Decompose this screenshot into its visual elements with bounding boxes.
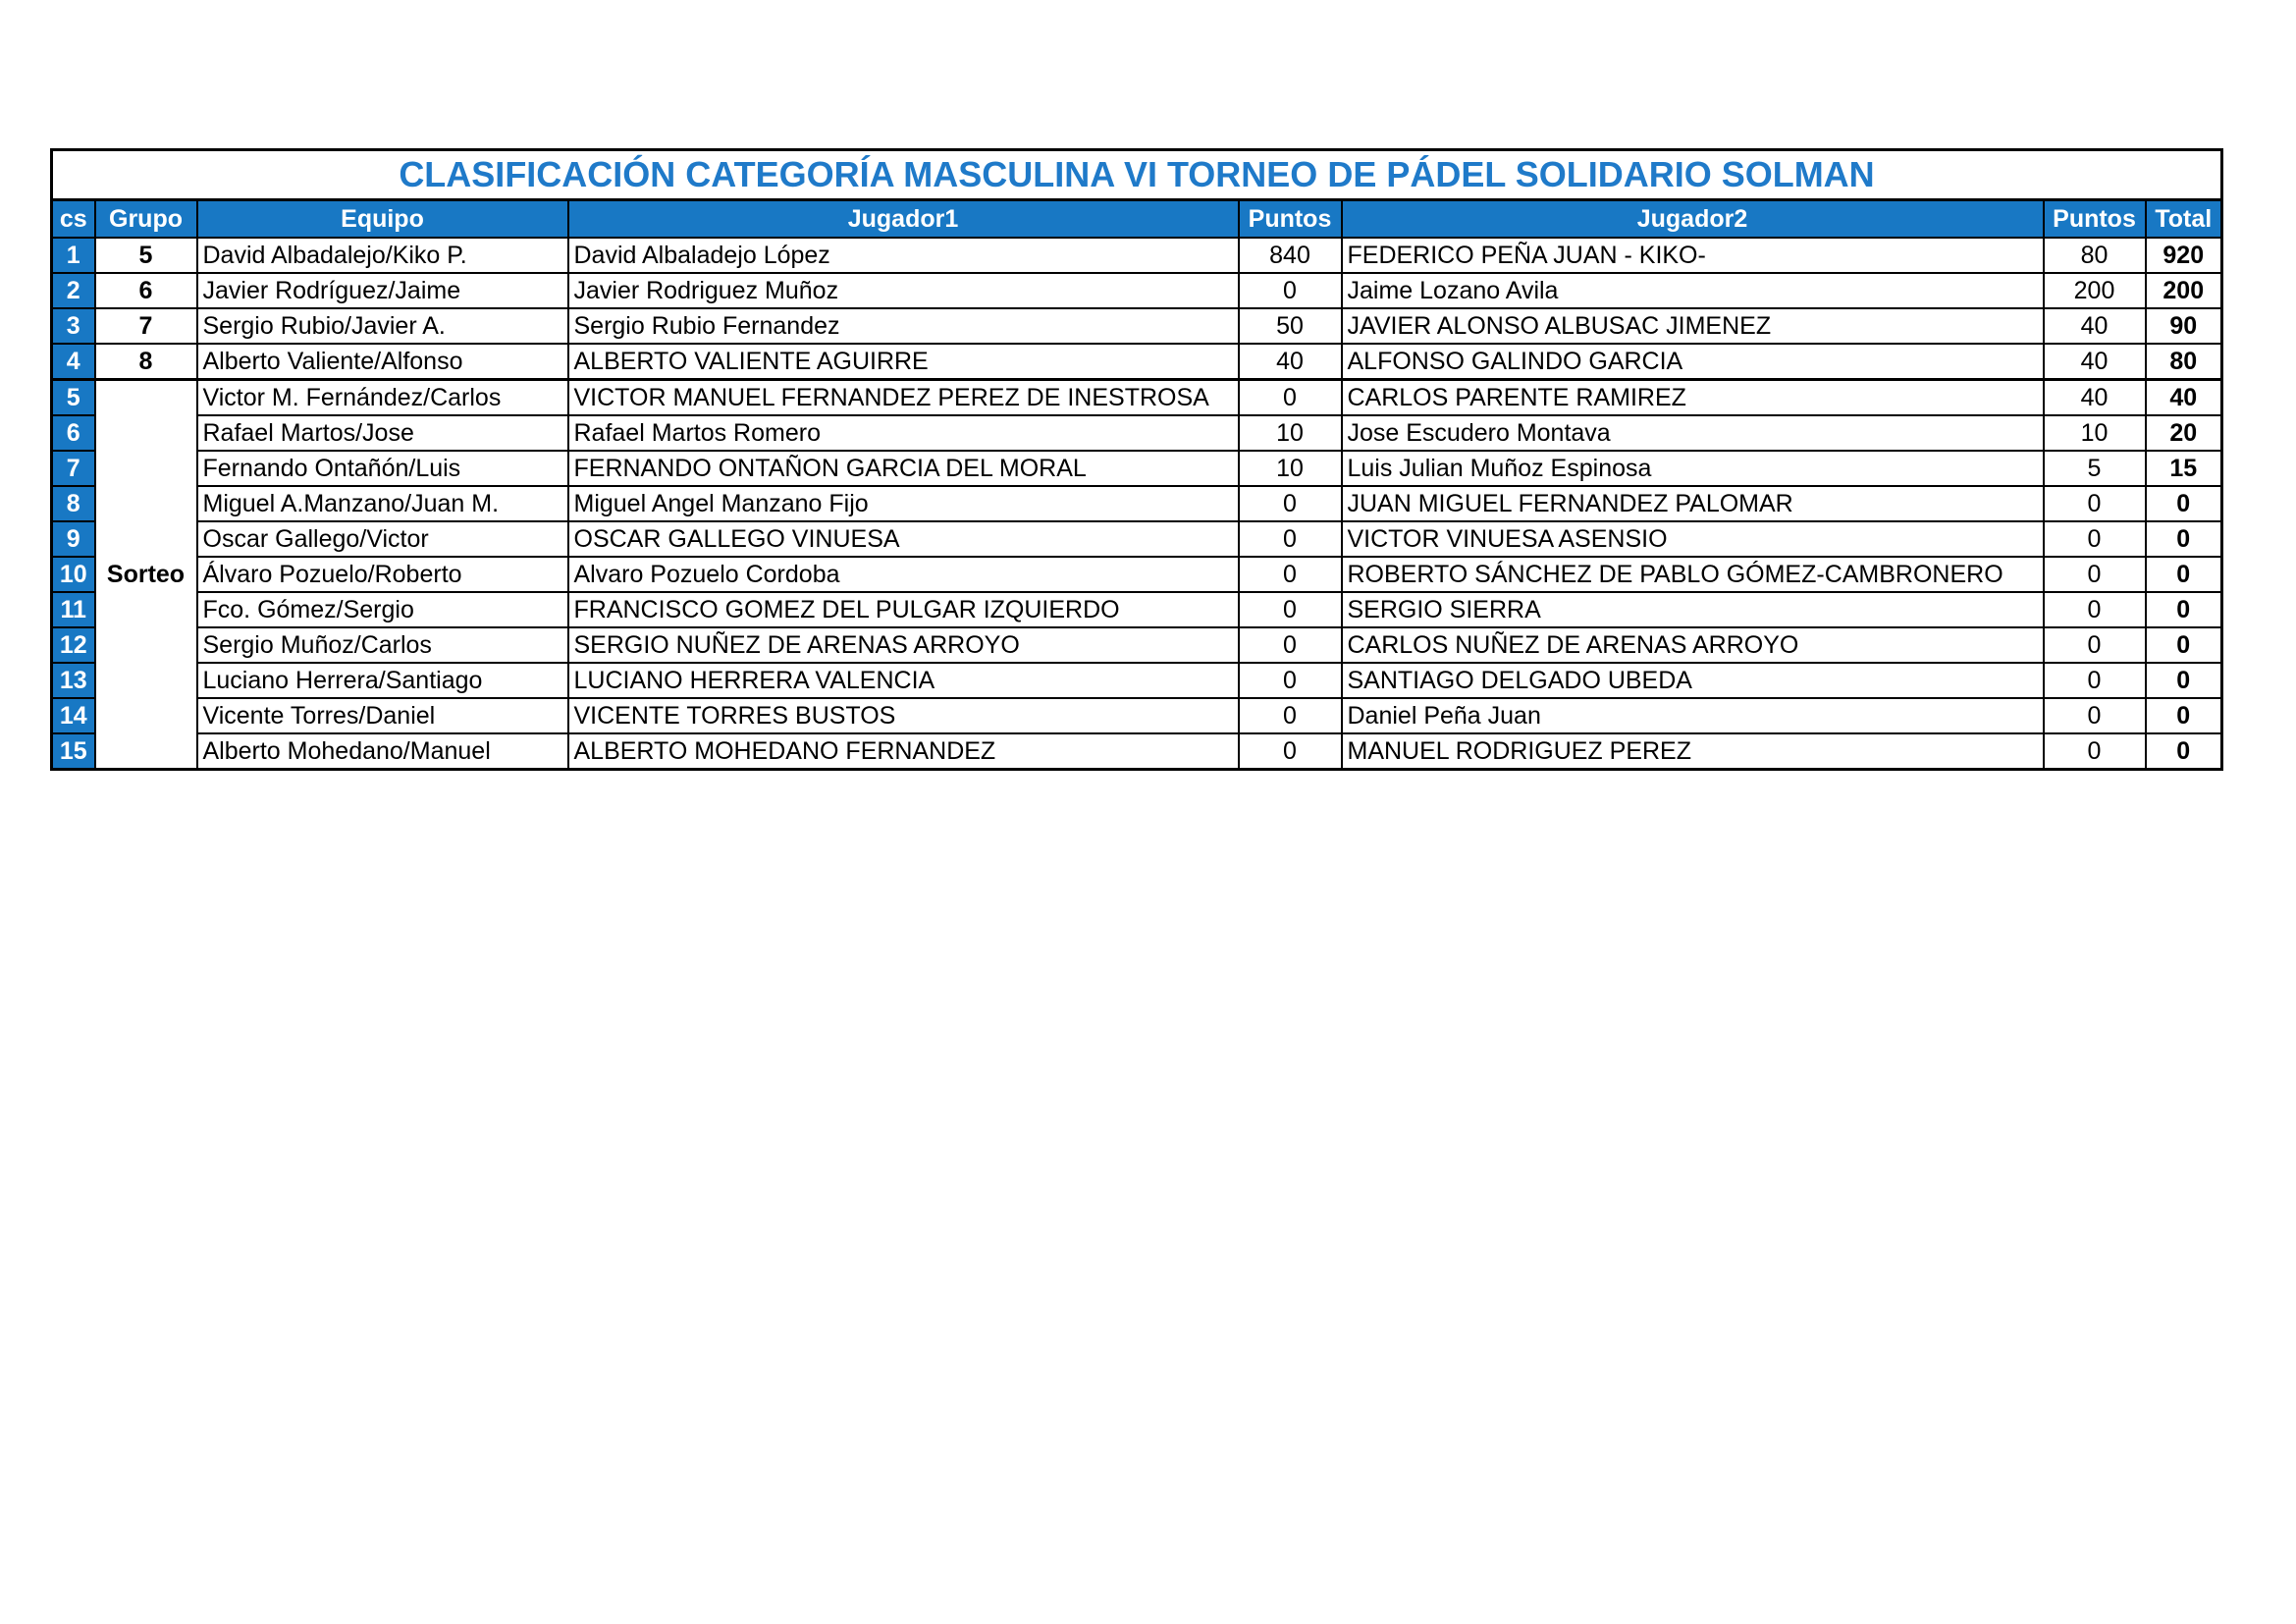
table-row [52, 627, 2222, 663]
team-cell: Miguel A.Manzano/Juan M. [197, 486, 568, 521]
points2-cell: 0 [2044, 521, 2146, 557]
points1-cell: 10 [1239, 451, 1342, 486]
table-row [52, 486, 2222, 521]
player2-cell: Daniel Peña Juan [1342, 698, 2044, 733]
team-cell: Luciano Herrera/Santiago [197, 663, 568, 698]
points1-cell: 0 [1239, 273, 1342, 308]
table-row [52, 238, 2222, 273]
points2-cell: 0 [2044, 698, 2146, 733]
rank-cell: 13 [52, 663, 95, 698]
rank-cell: 8 [52, 486, 95, 521]
header-puntos1: Puntos [1239, 200, 1342, 238]
points2-cell: 10 [2044, 415, 2146, 451]
player2-cell: FEDERICO PEÑA JUAN - KIKO- [1342, 238, 2044, 273]
header-equipo: Equipo [197, 200, 568, 238]
total-cell: 0 [2146, 486, 2222, 521]
team-cell: Javier Rodríguez/Jaime [197, 273, 568, 308]
points1-cell: 0 [1239, 663, 1342, 698]
team-cell: Alberto Mohedano/Manuel [197, 733, 568, 770]
rank-cell: 11 [52, 592, 95, 627]
points1-cell: 40 [1239, 344, 1342, 380]
points2-cell: 40 [2044, 344, 2146, 380]
player1-cell: LUCIANO HERRERA VALENCIA [568, 663, 1239, 698]
total-cell: 0 [2146, 521, 2222, 557]
player1-cell: SERGIO NUÑEZ DE ARENAS ARROYO [568, 627, 1239, 663]
rank-cell: 2 [52, 273, 95, 308]
table-row [52, 451, 2222, 486]
page-title: CLASIFICACIÓN CATEGORÍA MASCULINA VI TORNEO DE PÁDEL SOLIDARIO SOLMAN [52, 150, 2222, 200]
team-cell: David Albadalejo/Kiko P. [197, 238, 568, 273]
rank-cell: 14 [52, 698, 95, 733]
team-cell: Victor M. Fernández/Carlos [197, 379, 568, 415]
rank-cell: 5 [52, 379, 95, 415]
header-grupo: Grupo [95, 200, 197, 238]
group-cell-sorteo: Sorteo [95, 379, 197, 769]
total-cell: 0 [2146, 592, 2222, 627]
total-cell: 0 [2146, 663, 2222, 698]
player1-cell: FRANCISCO GOMEZ DEL PULGAR IZQUIERDO [568, 592, 1239, 627]
player2-cell: ALFONSO GALINDO GARCIA [1342, 344, 2044, 380]
points1-cell: 50 [1239, 308, 1342, 344]
player2-cell: CARLOS NUÑEZ DE ARENAS ARROYO [1342, 627, 2044, 663]
header-jugador2: Jugador2 [1342, 200, 2044, 238]
points1-cell: 840 [1239, 238, 1342, 273]
points2-cell: 5 [2044, 451, 2146, 486]
table-row [52, 521, 2222, 557]
points1-cell: 0 [1239, 557, 1342, 592]
points1-cell: 0 [1239, 733, 1342, 770]
table-row [52, 308, 2222, 344]
player1-cell: Miguel Angel Manzano Fijo [568, 486, 1239, 521]
player2-cell: CARLOS PARENTE RAMIREZ [1342, 379, 2044, 415]
player2-cell: Jaime Lozano Avila [1342, 273, 2044, 308]
points1-cell: 0 [1239, 486, 1342, 521]
player2-cell: SANTIAGO DELGADO UBEDA [1342, 663, 2044, 698]
standings-table [50, 148, 2223, 771]
total-cell: 20 [2146, 415, 2222, 451]
team-cell: Rafael Martos/Jose [197, 415, 568, 451]
rank-cell: 15 [52, 733, 95, 770]
header-jugador1: Jugador1 [568, 200, 1239, 238]
player1-cell: VICENTE TORRES BUSTOS [568, 698, 1239, 733]
header-cs: cs [52, 200, 95, 238]
total-cell: 80 [2146, 344, 2222, 380]
rank-cell: 4 [52, 344, 95, 380]
team-cell: Vicente Torres/Daniel [197, 698, 568, 733]
player1-cell: OSCAR GALLEGO VINUESA [568, 521, 1239, 557]
group-cell: 6 [95, 273, 197, 308]
group-cell: 7 [95, 308, 197, 344]
points2-cell: 0 [2044, 557, 2146, 592]
player2-cell: Jose Escudero Montava [1342, 415, 2044, 451]
points2-cell: 0 [2044, 627, 2146, 663]
table-row [52, 379, 2222, 415]
points2-cell: 40 [2044, 379, 2146, 415]
player2-cell: MANUEL RODRIGUEZ PEREZ [1342, 733, 2044, 770]
rank-cell: 1 [52, 238, 95, 273]
team-cell: Sergio Rubio/Javier A. [197, 308, 568, 344]
rank-cell: 3 [52, 308, 95, 344]
table-row [52, 733, 2222, 770]
player2-cell: Luis Julian Muñoz Espinosa [1342, 451, 2044, 486]
team-cell: Sergio Muñoz/Carlos [197, 627, 568, 663]
team-cell: Alberto Valiente/Alfonso [197, 344, 568, 380]
player1-cell: VICTOR MANUEL FERNANDEZ PEREZ DE INESTROSA [568, 379, 1239, 415]
table-row [52, 557, 2222, 592]
player1-cell: ALBERTO VALIENTE AGUIRRE [568, 344, 1239, 380]
table-row [52, 415, 2222, 451]
table-row [52, 663, 2222, 698]
points1-cell: 0 [1239, 521, 1342, 557]
points1-cell: 0 [1239, 698, 1342, 733]
rank-cell: 7 [52, 451, 95, 486]
player2-cell: VICTOR VINUESA ASENSIO [1342, 521, 2044, 557]
points1-cell: 0 [1239, 379, 1342, 415]
player1-cell: ALBERTO MOHEDANO FERNANDEZ [568, 733, 1239, 770]
points2-cell: 0 [2044, 592, 2146, 627]
total-cell: 200 [2146, 273, 2222, 308]
total-cell: 0 [2146, 698, 2222, 733]
table-row [52, 273, 2222, 308]
table-row [52, 344, 2222, 380]
points2-cell: 40 [2044, 308, 2146, 344]
total-cell: 40 [2146, 379, 2222, 415]
rank-cell: 6 [52, 415, 95, 451]
group-cell: 8 [95, 344, 197, 380]
player1-cell: Alvaro Pozuelo Cordoba [568, 557, 1239, 592]
rank-cell: 12 [52, 627, 95, 663]
team-cell: Fernando Ontañón/Luis [197, 451, 568, 486]
total-cell: 0 [2146, 627, 2222, 663]
points2-cell: 200 [2044, 273, 2146, 308]
player2-cell: JAVIER ALONSO ALBUSAC JIMENEZ [1342, 308, 2044, 344]
total-cell: 90 [2146, 308, 2222, 344]
player1-cell: Rafael Martos Romero [568, 415, 1239, 451]
player2-cell: ROBERTO SÁNCHEZ DE PABLO GÓMEZ-CAMBRONERO [1342, 557, 2044, 592]
points2-cell: 0 [2044, 663, 2146, 698]
points1-cell: 0 [1239, 592, 1342, 627]
player1-cell: Javier Rodriguez Muñoz [568, 273, 1239, 308]
group-cell: 5 [95, 238, 197, 273]
points2-cell: 0 [2044, 486, 2146, 521]
player1-cell: David Albaladejo López [568, 238, 1239, 273]
player2-cell: SERGIO SIERRA [1342, 592, 2044, 627]
total-cell: 0 [2146, 557, 2222, 592]
total-cell: 15 [2146, 451, 2222, 486]
points2-cell: 0 [2044, 733, 2146, 770]
player1-cell: FERNANDO ONTAÑON GARCIA DEL MORAL [568, 451, 1239, 486]
points1-cell: 0 [1239, 627, 1342, 663]
team-cell: Oscar Gallego/Victor [197, 521, 568, 557]
total-cell: 920 [2146, 238, 2222, 273]
rank-cell: 9 [52, 521, 95, 557]
rank-cell: 10 [52, 557, 95, 592]
table-row [52, 698, 2222, 733]
team-cell: Álvaro Pozuelo/Roberto [197, 557, 568, 592]
header-total: Total [2146, 200, 2222, 238]
header-puntos2: Puntos [2044, 200, 2146, 238]
points2-cell: 80 [2044, 238, 2146, 273]
team-cell: Fco. Gómez/Sergio [197, 592, 568, 627]
player1-cell: Sergio Rubio Fernandez [568, 308, 1239, 344]
table-row [52, 592, 2222, 627]
points1-cell: 10 [1239, 415, 1342, 451]
total-cell: 0 [2146, 733, 2222, 770]
player2-cell: JUAN MIGUEL FERNANDEZ PALOMAR [1342, 486, 2044, 521]
header-row [52, 200, 2222, 238]
